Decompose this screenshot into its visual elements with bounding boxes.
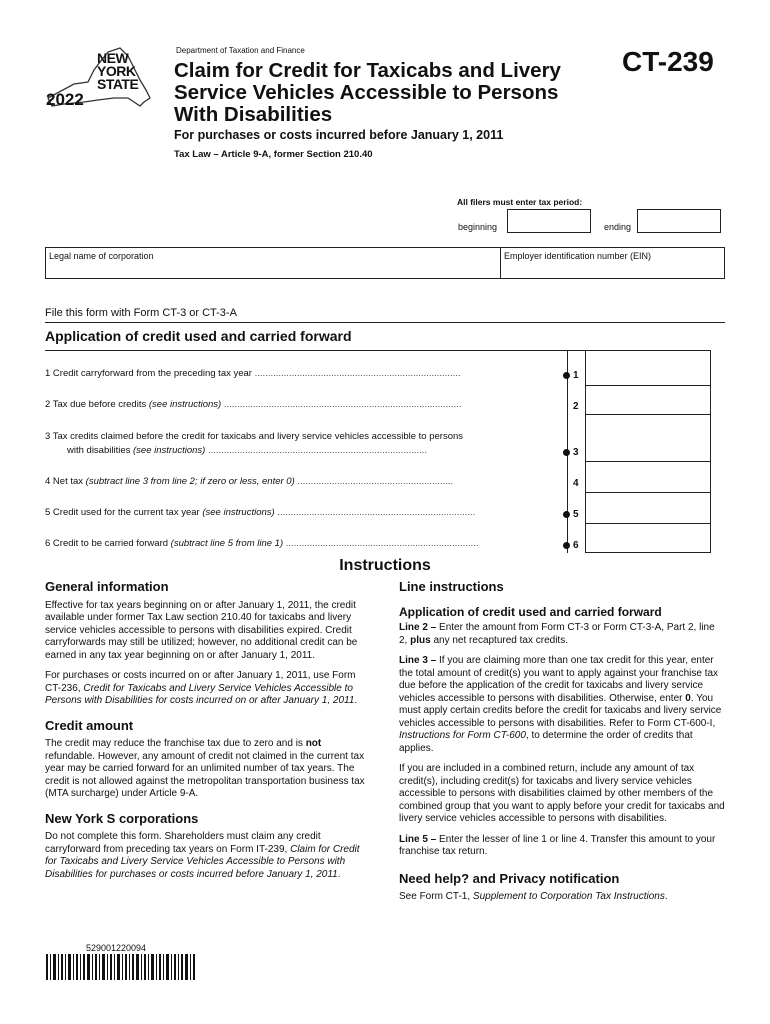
line-1: 1 Credit carryforward from the preceding tax year .............................................................................. — [45, 368, 461, 379]
legal-name-field[interactable] — [46, 248, 500, 278]
identification-box — [45, 247, 725, 279]
ein-label: Employer identification number (EIN) — [504, 251, 652, 261]
bullet-icon — [563, 511, 570, 518]
bullet-icon — [563, 449, 570, 456]
instructions-title: Instructions — [339, 557, 431, 574]
legal-name-label: Legal name of corporation — [49, 251, 154, 261]
bullet-icon — [563, 372, 570, 379]
line-5-amount-field[interactable] — [586, 493, 710, 523]
ein-field[interactable] — [501, 248, 726, 278]
line-6: 6 Credit to be carried forward (subtract line 5 from line 1) ......................................................................... — [45, 538, 479, 549]
s-corporations-paragraph: Do not complete this form. Shareholders must claim any credit carryforward from preceding tax years on Form IT-239, Claim for Credit for Taxicabs and Livery Service Vehicles Accessible to Persons with Disabilities for purchases or costs incurred before January 1, 2011. — [45, 831, 360, 880]
ending-date-field[interactable] — [637, 209, 721, 233]
line-3-instruction: Line 3 – If you are claiming more than one tax credit for this year, enter the total amount of credit(s) you want to apply against your franchise tax due before the application of the credit for taxicabs and livery service vehicles accessible to persons with disabilities. Otherwise, enter 0. You must apply certain credits before the credit for taxicabs and livery service vehicles accessible to persons with disabilities. Refer to Form CT-600-I, Instructions for Form CT-600, to determine the order of credits that applies. — [399, 655, 722, 754]
column-rule — [710, 350, 711, 553]
general-info-paragraph-2: For purchases or costs incurred on or after January 1, 2011, use Form CT-236, Credit for Taxicabs and Livery Service Vehicles Accessible to Persons with Disabilities for costs incurred on or after January 1, 2011. — [45, 670, 358, 706]
form-number: CT-239 — [622, 46, 714, 77]
ending-label: ending — [604, 222, 632, 232]
line-4-amount-field[interactable] — [586, 462, 710, 492]
line-number: 4 — [573, 478, 579, 489]
application-heading: Application of credit used and carried forward — [399, 604, 662, 619]
file-with-note: File this form with Form CT-3 or CT-3-A — [45, 307, 237, 319]
line-5: 5 Credit used for the current tax year (see instructions) ........................................................................... — [45, 507, 476, 518]
form-year: 2022 — [46, 90, 84, 109]
tax-period-heading: All filers must enter tax period: — [457, 197, 583, 207]
line-number: 5 — [573, 509, 579, 520]
line-2-amount-field[interactable] — [586, 386, 710, 414]
beginning-date-field[interactable] — [507, 209, 591, 233]
credit-amount-heading: Credit amount — [45, 717, 134, 733]
barcode-icon — [46, 954, 196, 980]
line-5-instruction: Line 5 – Enter the lesser of line 1 or line 4. Transfer this amount to your franchise tax return. — [399, 833, 716, 857]
barcode-number: 529001220094 — [86, 943, 147, 953]
credit-lines-table — [45, 350, 725, 553]
line-2-instruction: Line 2 – Enter the amount from Form CT-3 or Form CT-3-A, Part 2, line 2, plus any net recaptured tax credits. — [399, 622, 715, 646]
credit-amount-paragraph: The credit may reduce the franchise tax due to zero and is not refundable. However, any amount of credit not claimed in the current tax year may be carried forward for an unlimited number of tax years. The credit is not allowed against the metropolitan transportation business tax (MTA surcharge) under Article 9-A. — [45, 738, 365, 799]
line-number: 1 — [573, 370, 579, 381]
state-wordmark: NEW YORK STATE — [97, 50, 139, 92]
tax-law-reference: Tax Law – Article 9-A, former Section 210.40 — [174, 149, 373, 160]
need-help-paragraph: See Form CT-1, Supplement to Corporation Tax Instructions. — [399, 891, 668, 902]
line-3-amount-field[interactable] — [586, 415, 710, 461]
divider — [45, 322, 725, 323]
form-subtitle: For purchases or costs incurred before January 1, 2011 — [174, 128, 504, 142]
bullet-icon — [563, 542, 570, 549]
line-4: 4 Net tax (subtract line 3 from line 2; if zero or less, enter 0) ........................................................... — [45, 476, 454, 487]
line-instructions-heading: Line instructions — [399, 579, 504, 594]
department-name: Department of Taxation and Finance — [176, 46, 305, 55]
line-number: 2 — [573, 401, 579, 412]
right-instructions-column — [399, 581, 725, 912]
line-1-amount-field[interactable] — [586, 350, 710, 385]
line-2: 2 Tax due before credits (see instructions) .......................................................................................... — [45, 399, 462, 410]
line-6-amount-field[interactable] — [586, 524, 710, 552]
beginning-label: beginning — [458, 222, 498, 232]
line-3-cont: with disabilities (see instructions) ................................................................................... — [67, 445, 428, 456]
general-info-paragraph: Effective for tax years beginning on or after January 1, 2011, the credit available under former Tax Law section 210.40 for taxicabs and livery service vehicles accessible to persons with disabilities expired. Credit carryforwards may still be utilized; however, no additional credit can be earned in any tax year beginning on or after January 1, 2011. — [45, 599, 358, 661]
s-corporations-heading: New York S corporations — [45, 810, 199, 826]
line-number: 3 — [573, 447, 579, 458]
line-3: 3 Tax credits claimed before the credit for taxicabs and livery service vehicles accessible to persons — [45, 431, 464, 442]
form-title: Claim for Credit for Taxicabs and Livery Service Vehicles Accessible to Persons With Disabilities — [174, 59, 561, 126]
section-title: Application of credit used and carried forward — [45, 328, 352, 344]
need-help-heading: Need help? and Privacy notification — [399, 870, 620, 886]
row-rule — [585, 552, 710, 553]
left-instructions-column — [45, 581, 371, 889]
line-number: 6 — [573, 540, 579, 551]
combined-return-instruction: If you are included in a combined return, include any amount of tax credit(s), including credit(s) for taxicabs and livery service vehicles accessible to persons with disabilities claimed by other members of the combined group that you want to apply before your credit for taxicabs and livery service vehicles accessible to persons with disabilities. — [399, 763, 725, 824]
general-info-heading: General information — [45, 579, 169, 594]
